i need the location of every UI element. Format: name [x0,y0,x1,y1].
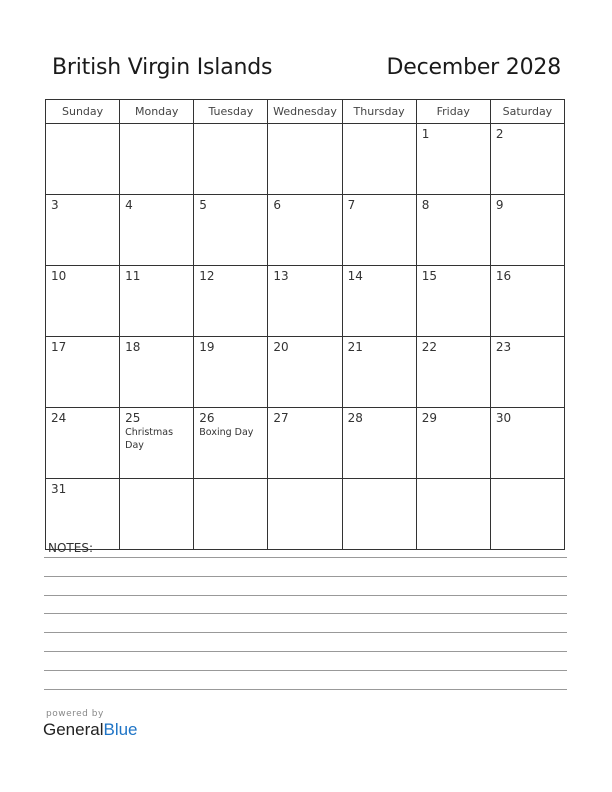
calendar-grid [45,99,565,550]
generalblue-logo[interactable] [43,720,138,740]
day-number: 29 [421,411,437,425]
empty-day-cell[interactable] [268,124,342,195]
day-number: 26 [199,411,215,425]
day-number: 4 [125,198,133,212]
day-cell-14[interactable] [342,266,416,337]
day-number: 25 [125,411,141,425]
day-number: 22 [421,340,437,354]
logo-general-text: General [43,720,104,739]
empty-day-cell[interactable] [46,124,120,195]
day-cell-19[interactable] [194,337,268,408]
day-cell-2[interactable] [490,124,564,195]
day-number: 2 [495,127,504,141]
weekday-friday: Friday [416,100,490,124]
empty-day-cell[interactable] [342,124,416,195]
empty-day-cell[interactable] [490,479,564,550]
calendar-body [46,124,565,550]
day-number: 27 [273,411,289,425]
week-row [46,337,565,408]
day-number: 16 [495,269,512,283]
empty-day-cell[interactable] [194,479,268,550]
empty-day-cell[interactable] [416,479,490,550]
day-number: 11 [125,269,141,283]
day-number: 18 [125,340,141,354]
day-number: 7 [347,198,356,212]
week-row [46,408,565,479]
day-cell-15[interactable] [416,266,490,337]
day-number: 20 [273,340,289,354]
day-number: 8 [421,198,430,212]
weekday-monday: Monday [120,100,194,124]
day-cell-28[interactable] [342,408,416,479]
day-cell-11[interactable] [120,266,194,337]
week-row [46,195,565,266]
day-number: 30 [495,411,512,425]
empty-day-cell[interactable] [120,124,194,195]
day-cell-27[interactable] [268,408,342,479]
day-number: 23 [495,340,512,354]
day-cell-16[interactable] [490,266,564,337]
note-line [44,613,567,614]
day-cell-31[interactable] [46,479,120,550]
day-cell-20[interactable] [268,337,342,408]
weekday-thursday: Thursday [342,100,416,124]
day-cell-24[interactable] [46,408,120,479]
day-cell-6[interactable] [268,195,342,266]
day-cell-12[interactable] [194,266,268,337]
notes-label: NOTES: [48,541,93,555]
day-cell-26[interactable] [194,408,268,479]
day-number: 15 [421,269,437,283]
empty-day-cell[interactable] [342,479,416,550]
week-row [46,124,565,195]
note-line [44,576,567,577]
day-cell-18[interactable] [120,337,194,408]
day-cell-3[interactable] [46,195,120,266]
weekday-header-row [46,100,565,124]
day-number: 31 [51,482,67,496]
day-number: 19 [199,340,215,354]
day-number: 5 [199,198,207,212]
month-title: December 2028 [386,55,561,80]
logo-blue-text: Blue [103,720,138,739]
day-cell-30[interactable] [490,408,564,479]
day-number: 14 [347,269,363,283]
day-cell-10[interactable] [46,266,120,337]
day-cell-25[interactable] [120,408,194,479]
week-row [46,479,565,550]
day-number: 13 [273,269,289,283]
note-line [44,689,567,690]
day-number: 3 [51,198,59,212]
day-cell-9[interactable] [490,195,564,266]
weekday-tuesday: Tuesday [194,100,268,124]
day-cell-29[interactable] [416,408,490,479]
day-cell-7[interactable] [342,195,416,266]
day-cell-17[interactable] [46,337,120,408]
day-cell-8[interactable] [416,195,490,266]
empty-day-cell[interactable] [194,124,268,195]
note-line [44,651,567,652]
day-cell-5[interactable] [194,195,268,266]
week-row [46,266,565,337]
holiday-label: Christmas Day [125,427,174,451]
day-number: 10 [51,269,67,283]
note-line [44,595,567,596]
empty-day-cell[interactable] [268,479,342,550]
empty-day-cell[interactable] [120,479,194,550]
day-number: 12 [199,269,215,283]
day-number: 1 [421,127,430,141]
day-number: 6 [273,198,282,212]
day-cell-21[interactable] [342,337,416,408]
day-number: 17 [51,340,67,354]
weekday-wednesday: Wednesday [268,100,342,124]
note-line [44,670,567,671]
day-number: 21 [347,340,363,354]
weekday-saturday: Saturday [490,100,564,124]
day-number: 28 [347,411,363,425]
day-cell-4[interactable] [120,195,194,266]
day-cell-13[interactable] [268,266,342,337]
day-cell-22[interactable] [416,337,490,408]
country-title: British Virgin Islands [52,55,273,80]
day-cell-23[interactable] [490,337,564,408]
day-number: 9 [495,198,504,212]
weekday-sunday: Sunday [46,100,120,124]
note-line [44,632,567,633]
holiday-label: Boxing Day [199,427,254,438]
powered-by-text: powered by [46,709,104,719]
day-number: 24 [51,411,67,425]
note-line [44,557,567,558]
day-cell-1[interactable] [416,124,490,195]
